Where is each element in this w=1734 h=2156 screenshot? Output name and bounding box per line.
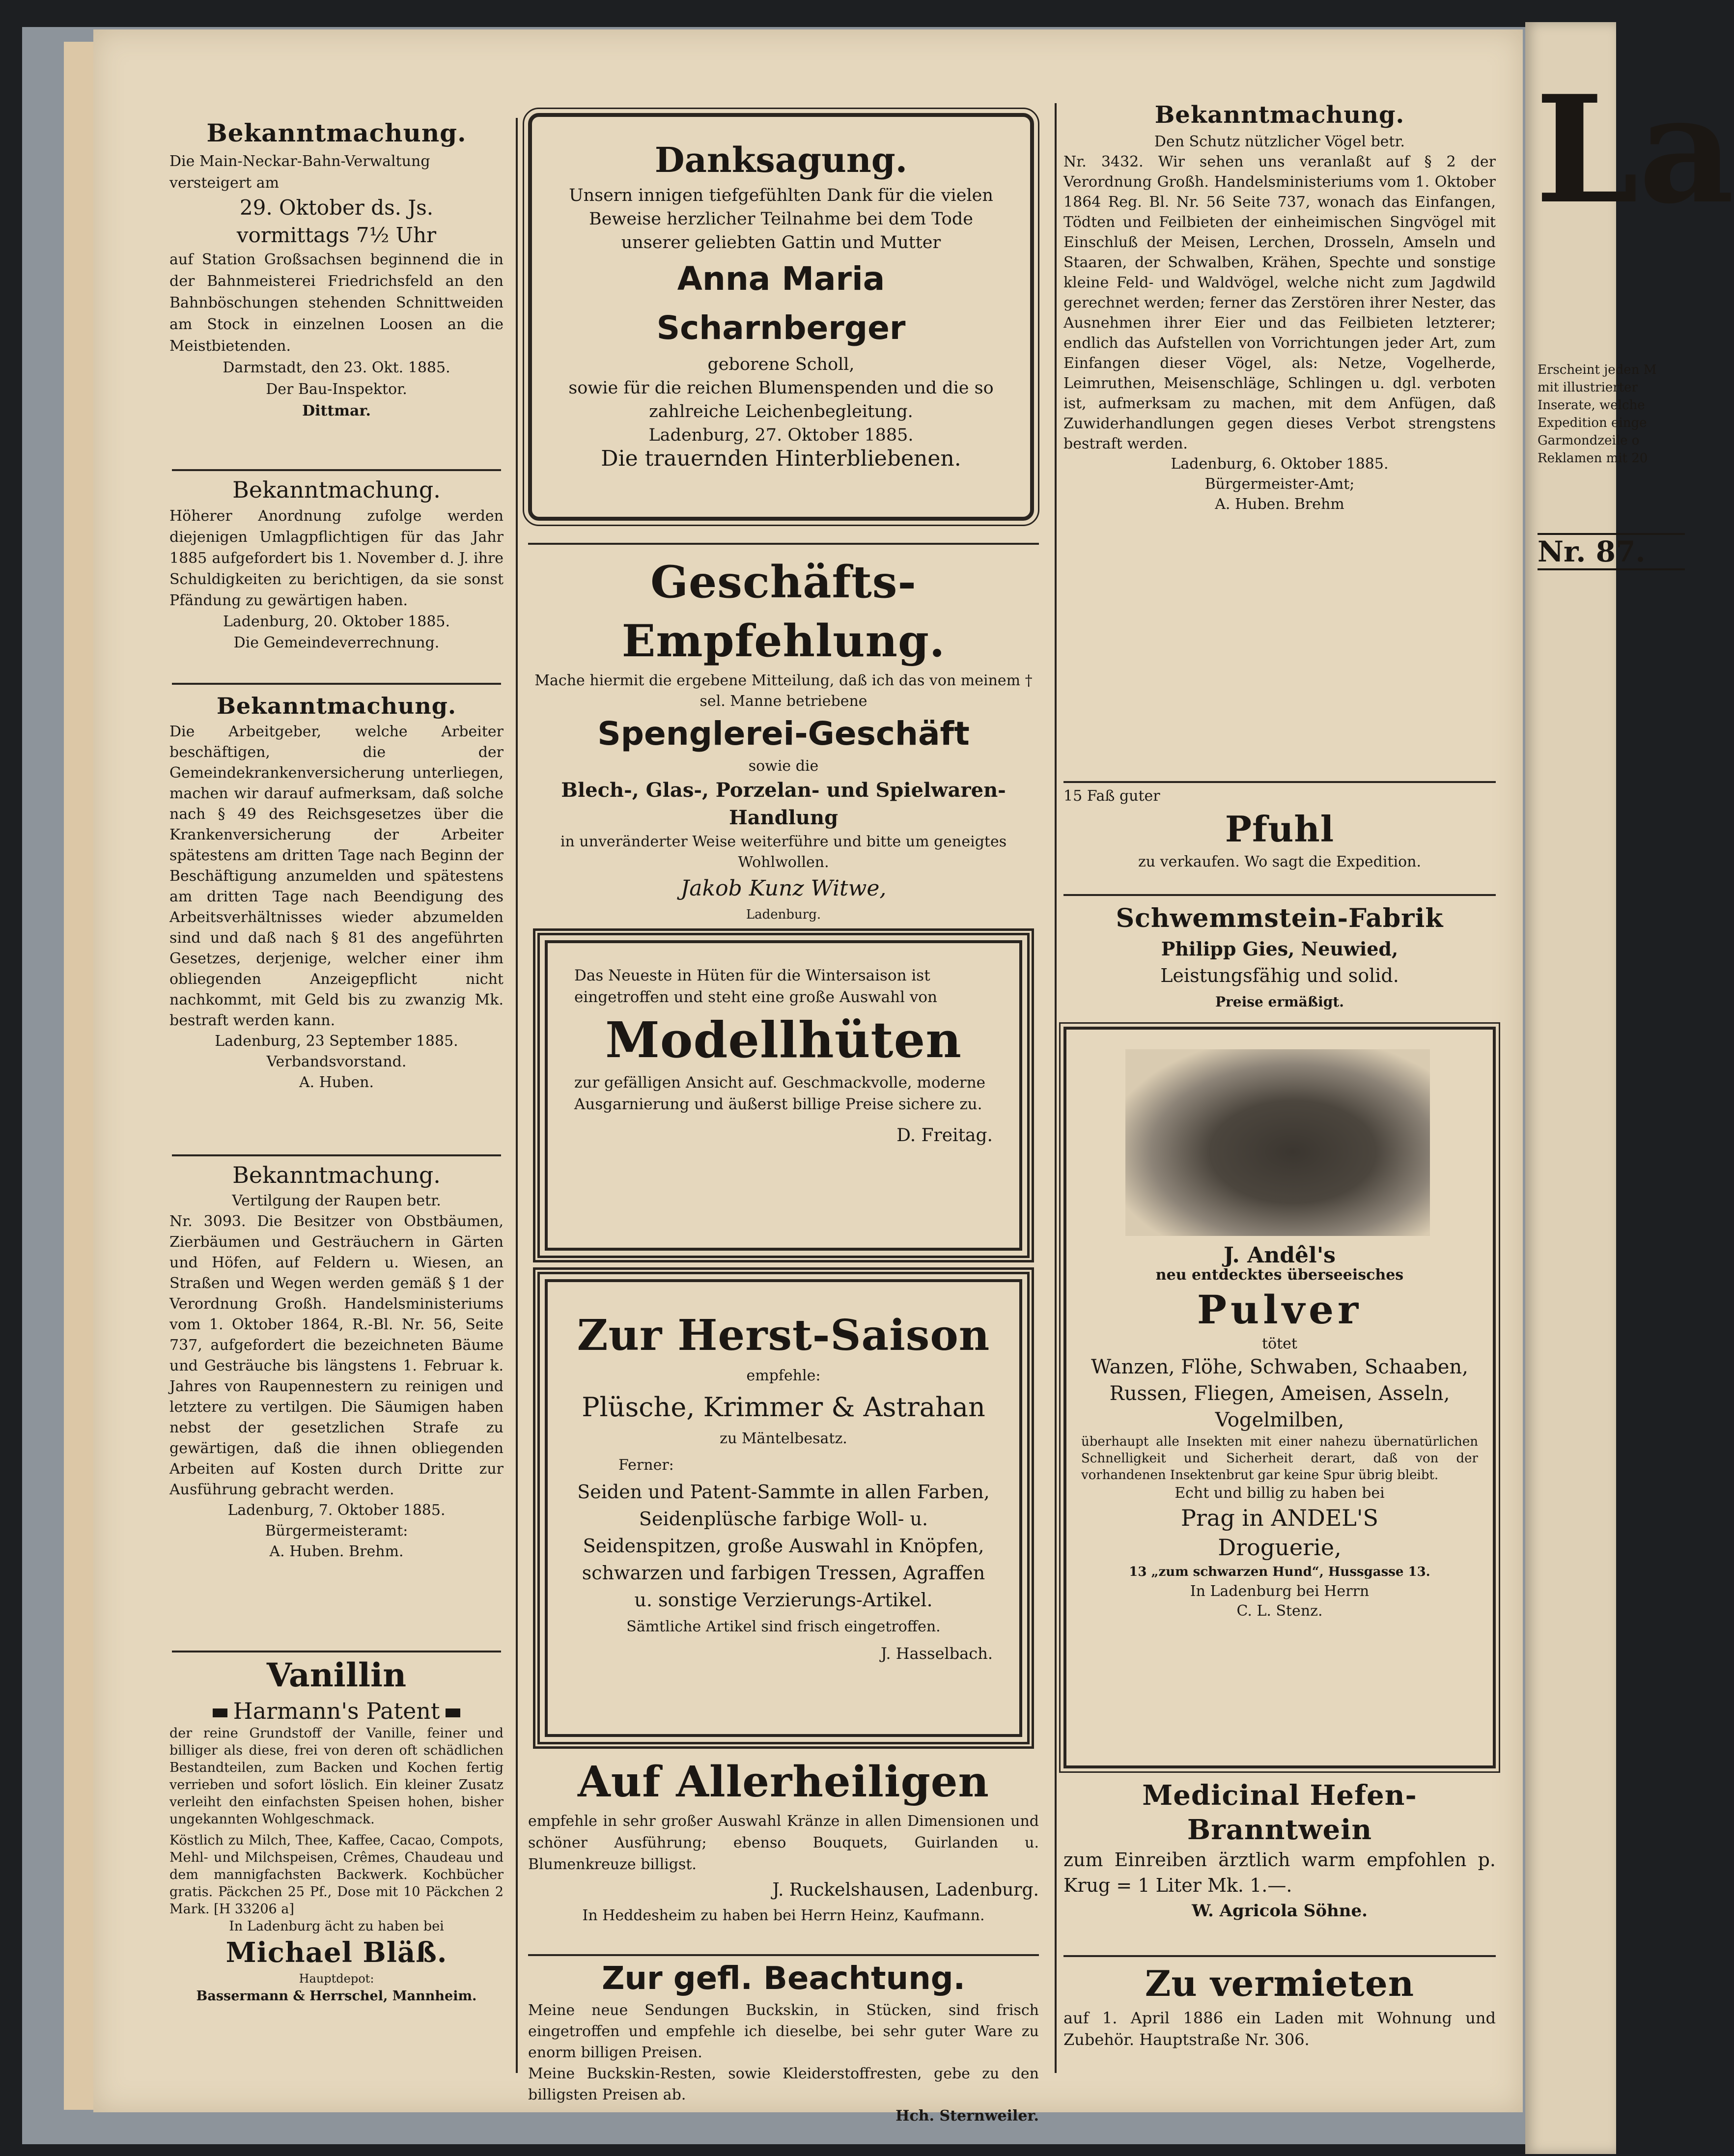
ad-title: Vanillin	[266, 1656, 407, 1694]
notice-signer: Bürgermeister-Amt;	[1204, 476, 1355, 493]
ad-signer: J. Ruckelshausen, Ladenburg.	[772, 1880, 1039, 1900]
notice-signer: Bürgermeisteramt:	[265, 1522, 408, 1540]
ad-title: Geschäfts-Empfehlung.	[621, 556, 946, 667]
ad-title: Zur Herst-Saison	[577, 1311, 990, 1360]
notice-title: Bekanntmachung.	[217, 693, 456, 719]
ad-body: Mache hiermit die ergebene Mitteilung, daß ich das von meinem † sel. Manne betriebene	[534, 672, 1033, 710]
ad-title: Medicinal Hefen-	[1142, 1779, 1417, 1812]
ad-text: Sämtliche Artikel sind frisch eingetroffen.	[626, 1618, 941, 1635]
ad-schwemmstein	[1063, 901, 1496, 1015]
notice-raupen	[169, 1159, 503, 1562]
separator	[172, 1651, 501, 1652]
ad-name: Philipp Gies, Neuwied,	[1161, 938, 1398, 960]
separator	[528, 1954, 1039, 1956]
ad-vanillin	[169, 1653, 503, 2005]
ad-beachtung	[528, 1958, 1039, 2127]
notice-title: Bekanntmachung.	[206, 118, 467, 147]
notice-signer: A. Huben.	[299, 1074, 374, 1091]
ad-allerheiligen	[528, 1754, 1039, 1927]
ad-text: empfehle:	[746, 1367, 821, 1384]
ad-desc: neu entdecktes überseeisches	[1155, 1266, 1404, 1284]
ad-availability: Echt und billig zu haben bei	[1175, 1484, 1385, 1502]
bullet-mark	[446, 1708, 460, 1717]
column-rule	[1055, 103, 1057, 2073]
notice-time: vormittags 7½ Uhr	[236, 223, 437, 247]
masthead-notes	[1538, 361, 1734, 467]
ad-body: der reine Grundstoff der Vanille, feiner und billiger als diese, frei von deren oft schädlichen Bestandteilen, zum Backen und Kochen fertig verrieben und sofort löslich. Ein kleiner Zusatz verleiht den einfachsten Speisen hohen, bisher ungekannten Wohlgeschmack.	[169, 1726, 503, 1827]
ad-body: Das Neueste in Hüten für die Wintersaison ist eingetroffen und steht eine große Auswahl von	[574, 967, 937, 1006]
ad-title: Danksagung.	[654, 140, 908, 180]
ad-signer: Die trauernden Hinterbliebenen.	[601, 446, 961, 471]
masthead-note: mit illustrierter	[1538, 380, 1638, 395]
ad-signer: J. Hasselbach.	[881, 1644, 993, 1663]
ad-signer: D. Freitag.	[896, 1125, 993, 1146]
issue-number: Nr. 87.	[1538, 533, 1685, 570]
notice-signer: Der Bau-Inspektor.	[266, 381, 407, 398]
ad-modellhueten	[533, 928, 1034, 1262]
notice-body: Nr. 3093. Die Besitzer von Obstbäumen, Zierbäumen und Gesträuchern in Gärten und Höfen, auf Feldern u. Wiesen, an Straßen und Wegen werden gemäß § 1 der Verordnung Großh. Handelsministeriums vom 1. Oktober 1864, R.-Bl. Nr. 56, Seite 737, aufgefordert die bezeichneten Bäume und Gesträuche bis längstens 1. Februar k. Jahres von Raupennestern zu reinigen und letztere zu vertilgen. Die Säumigen haben nebst der gesetzlichen Strafe zu gewärtigen, daß die ihnen obliegenden Arbeiten auf Kosten durch Dritte zur Ausführung gebracht werden.	[169, 1213, 503, 1498]
next-page-fragment	[1525, 22, 1734, 2154]
ad-title: Branntwein	[1187, 1814, 1372, 1846]
ad-pulver	[1063, 1027, 1496, 1768]
ad-pests: Wanzen, Flöhe, Schwaben, Schaaben, Russen, Fliegen, Ameisen, Asseln, Vogelmilben,	[1091, 1356, 1468, 1431]
ad-title: Auf Allerheiligen	[578, 1757, 989, 1807]
ad-subtitle-text: Harmann's Patent	[233, 1698, 440, 1724]
separator	[172, 469, 501, 471]
ad-body: zu verkaufen. Wo sagt die Expedition.	[1138, 853, 1422, 870]
notice-bahn	[169, 115, 503, 422]
ad-body: Meine Buckskin-Resten, sowie Kleiderstoffresten, gebe zu den billigsten Preisen ab.	[528, 2065, 1039, 2103]
column-rule	[516, 118, 518, 2073]
notice-date: 29. Oktober ds. Js.	[239, 196, 434, 220]
notice-umlage	[169, 474, 503, 653]
ad-depot: Bassermann & Herrschel, Mannheim.	[196, 1988, 477, 2004]
ad-prices: Preise ermäßigt.	[1215, 994, 1344, 1010]
ad-signer: W. Agricola Söhne.	[1192, 1901, 1368, 1921]
ad-maker: J. Andêl's	[1224, 1243, 1336, 1268]
masthead-note: Erscheint jeden M	[1538, 363, 1657, 377]
ad-branntwein	[1063, 1778, 1496, 1924]
masthead-fragment: La	[1535, 63, 1734, 236]
dog-illustration	[1125, 1049, 1430, 1236]
ad-title: Schwemmstein-Fabrik	[1116, 903, 1444, 933]
separator	[1063, 781, 1496, 783]
ad-title: Pulver	[1197, 1287, 1363, 1333]
ad-born: geborene Scholl,	[707, 355, 855, 374]
notice-voegel	[1063, 98, 1496, 514]
ad-body: Köstlich zu Milch, Thee, Kaffee, Cacao, Compots, Mehl- und Milchspeisen, Crêmes, Chaudeau und dem mannigfachsten Backwerk. Kochbücher gratis. Päckchen 25 Pf., Dose mit 10 Päckchen 2 Mark. [H 33206 a]	[169, 1833, 503, 1917]
ad-body: überhaupt alle Insekten mit einer nahezu übernatürlichen Schnelligkeit und Sicherheit derart, daß von der vorhandenen Insektenbrut gar keine Spur übrig bleibt.	[1081, 1434, 1478, 1483]
notice-body: Höherer Anordnung zufolge werden diejenigen Umlagpflichtigen für das Jahr 1885 aufgefordert bis 1. November d. J. ihre Schuldigkeiten zu berichtigen, da sie sonst Pfändung zu gewärtigen haben.	[169, 507, 503, 609]
ad-place-date: Ladenburg, 27. Oktober 1885.	[648, 425, 914, 445]
separator	[1063, 1955, 1496, 1957]
ad-signer-place: Ladenburg.	[746, 907, 821, 922]
ad-title: Zu vermieten	[1145, 1962, 1415, 2004]
separator	[172, 1154, 501, 1156]
notice-place-date: Ladenburg, 20. Oktober 1885.	[223, 613, 450, 630]
notice-subtitle: Vertilgung der Raupen betr.	[232, 1192, 441, 1209]
masthead-note: Reklamen mit 20	[1538, 451, 1648, 466]
ad-geschaefts-empfehlung	[528, 553, 1039, 925]
ad-seller: Michael Bläß.	[225, 1936, 447, 1969]
ad-body: zum Einreiben ärztlich warm empfohlen p. Krug = 1 Liter Mk. 1.—.	[1063, 1849, 1496, 1896]
bullet-mark	[213, 1708, 227, 1717]
notice-place-date: Ladenburg, 7. Oktober 1885.	[227, 1502, 446, 1519]
ad-body: empfehle in sehr großer Auswahl Kränze in allen Dimensionen und schöner Ausführung; ebenso Bouquets, Guirlanden u. Blumenkreuze billigst.	[528, 1813, 1039, 1873]
ad-subtitle	[169, 1697, 503, 1725]
business-name: Spenglerei-Geschäft	[597, 715, 970, 753]
notice-body: auf Station Großsachsen beginnend die in der Bahnmeisterei Friedrichsfeld an den Bahnböschungen stehenden Schnittweiden am Stock in einzelnen Loosen an die Meistbietenden.	[169, 251, 503, 355]
notice-text: Die Main-Neckar-Bahn-Verwaltung versteigert am	[169, 153, 430, 192]
notice-signer: Die Gemeindeverrechnung.	[233, 634, 440, 651]
ad-text: sowie die	[748, 757, 819, 775]
masthead-note: Garmondzeile o	[1538, 433, 1640, 448]
notice-title: Bekanntmachung.	[232, 1162, 441, 1188]
masthead-note: Expedition einge	[1538, 416, 1647, 430]
ad-text: zu Mäntelbesatz.	[720, 1430, 847, 1447]
ad-qty: 15 Faß guter	[1063, 787, 1160, 805]
notice-krankenversicherung	[169, 690, 503, 1093]
notice-body: Nr. 3432. Wir sehen uns veranlaßt auf § 2 der Verordnung Großh. Handelsministeriums vom 1. Oktober 1864 Reg. Bl. Nr. 56 Seite 737, wonach das Einfangen, Tödten und Feilbieten der einheimischen Singvögel mit Einschluß der Meisen, Lerchen, Drosseln, Amseln und Staaren, der Schwalben, Krähen, Spechte und sonstige kleine Feld- und Waldvögel, welche nicht zum Jagdwild gerechnet werden; ferner das Zerstören ihrer Nester, das Ausnehmen ihrer Eier und das Feilbieten letzterer; endlich das Aufstellen von Vorrichtungen jeder Art, zum Einfangen dieser Vögel, als: Netze, Vogelherde, Leimruthen, Meisenschläge, Schlingen u. dgl. verboten ist, aufmerksam zu machen, mit dem Anfügen, daß Zuwiderhandlungen gegen dieses Verbot strengstens bestraft werden.	[1063, 153, 1496, 452]
ad-herbst-saison	[533, 1267, 1034, 1749]
notice-signer: Verbandsvorstand.	[266, 1053, 407, 1070]
ad-body: Meine neue Sendungen Buckskin, in Stücken, sind frisch eingetroffen und empfehle ich dieselbe, bei sehr guter Ware zu enorm billigen Preisen.	[528, 2002, 1039, 2061]
ad-text: Ferner:	[618, 1456, 674, 1474]
notice-signer: Dittmar.	[302, 402, 371, 420]
separator	[1063, 894, 1496, 896]
ad-depot-label: Hauptdepot:	[299, 1972, 374, 1986]
notice-signer: A. Huben. Brehm	[1215, 496, 1344, 513]
ad-pfuhl	[1063, 786, 1496, 872]
ad-body: sowie für die reichen Blumenspenden und die so zahlreiche Leichenbegleitung.	[568, 378, 994, 421]
masthead-note: Inserate, welche	[1538, 398, 1645, 413]
ad-signer: Hch. Sternweiler.	[895, 2107, 1039, 2125]
ad-goods: Plüsche, Krimmer & Astrahan	[582, 1392, 985, 1423]
notice-title: Bekanntmachung.	[232, 476, 441, 503]
ad-local: In Ladenburg bei Herrn	[1190, 1583, 1370, 1600]
notice-title: Bekanntmachung.	[1154, 101, 1405, 129]
ad-body: Seiden und Patent-Sammte in allen Farben, Seidenplüsche farbige Woll- u. Seidenspitzen, große Auswahl in Knöpfen, schwarzen und farbigen Tressen, Agraffen u. sonstige Verzierungs-Artikel.	[577, 1481, 990, 1611]
business-trades: Blech-, Glas-, Porzelan- und Spielwaren-Handlung	[561, 779, 1006, 829]
newspaper-page	[93, 29, 1523, 2125]
ad-text: tötet	[1262, 1335, 1297, 1352]
ad-danksagung	[528, 113, 1034, 521]
ad-body: Leistungsfähig und solid.	[1160, 965, 1399, 986]
ad-body: in unveränderter Weise weiterführe und bitte um geneigtes Wohlwollen.	[560, 833, 1007, 871]
ad-title: Zur gefl. Beachtung.	[602, 1960, 965, 1997]
notice-body: Die Arbeitgeber, welche Arbeiter beschäftigen, die der Gemeindekrankenversicherung unterliegen, machen wir darauf aufmerksam, daß solche nach § 49 des Reichsgesetzes über die Krankenversicherung der Arbeiter spätestens am dritten Tage nach Beginn der Beschäftigung anzumelden und spätestens am dritten Tage nach Beendigung des Arbeitsverhältnisses wieder abzumelden sind und daß nach § 81 des angeführten Gesetzes, derjenige, welcher einer ihm obliegenden Anzeigepflicht nicht nachkommt, mit Geld bis zu zwanzig Mk. bestraft werden kann.	[169, 723, 503, 1029]
ad-seller: Prag in ANDEL'S	[1180, 1505, 1379, 1531]
ad-address: 13 „zum schwarzen Hund“, Hussgasse 13.	[1129, 1565, 1430, 1579]
ad-local-name: C. L. Stenz.	[1236, 1602, 1323, 1620]
ad-availability: In Ladenburg ächt zu haben bei	[229, 1919, 444, 1934]
ad-branch: In Heddesheim zu haben bei Herrn Heinz, Kaufmann.	[582, 1907, 985, 1924]
ad-title: Modellhüten	[605, 1011, 962, 1069]
notice-place-date: Darmstadt, den 23. Okt. 1885.	[223, 359, 450, 376]
notice-place-date: Ladenburg, 23 September 1885.	[215, 1033, 458, 1050]
ad-body: zur gefälligen Ansicht auf. Geschmackvolle, moderne Ausgarnierung und äußerst billige Preise sichere zu.	[574, 1074, 986, 1113]
separator	[172, 683, 501, 685]
ad-signer: Jakob Kunz Witwe,	[680, 876, 887, 901]
ad-body: auf 1. April 1886 ein Laden mit Wohnung und Zubehör. Hauptstraße Nr. 306.	[1063, 2009, 1496, 2049]
deceased-name: Anna Maria Scharnberger	[656, 260, 906, 347]
ad-title: Pfuhl	[1225, 808, 1335, 850]
ad-body: Unsern innigen tiefgefühlten Dank für die vielen Beweise herzlicher Teilnahme bei dem Tode unserer geliebten Gattin und Mutter	[569, 186, 993, 252]
separator	[528, 543, 1039, 545]
notice-place-date: Ladenburg, 6. Oktober 1885.	[1171, 455, 1389, 473]
notice-signer: A. Huben. Brehm.	[269, 1543, 404, 1560]
notice-subtitle: Den Schutz nützlicher Vögel betr.	[1154, 133, 1405, 150]
ad-vermieten	[1063, 1960, 1496, 2050]
ad-seller: Droguerie,	[1218, 1534, 1342, 1561]
